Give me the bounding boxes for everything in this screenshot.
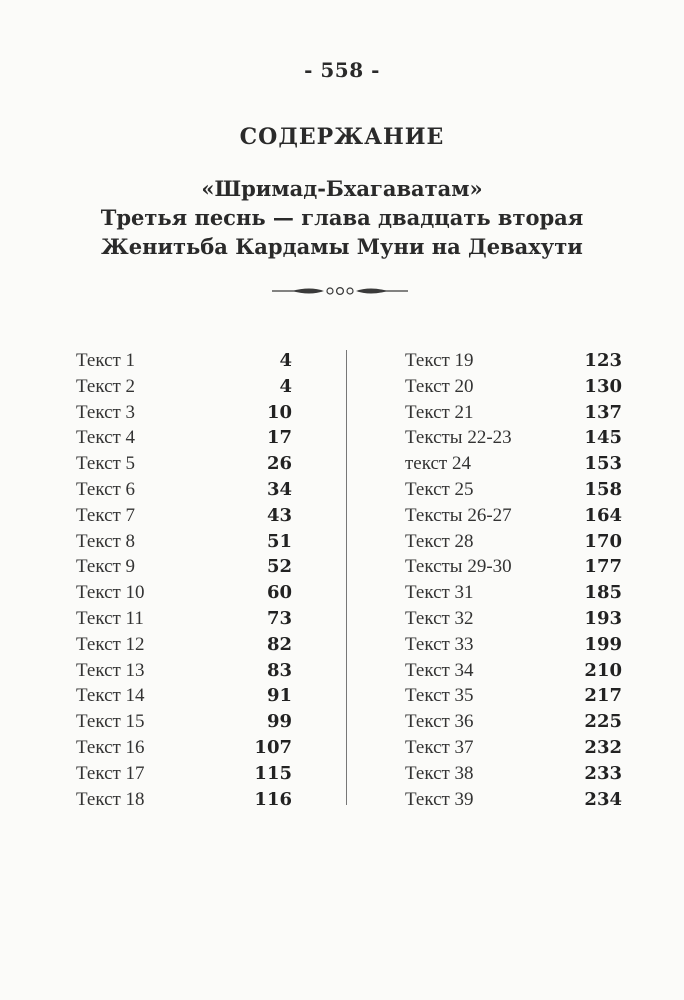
- toc-entry-label: Тексты 22-23: [405, 427, 512, 449]
- toc-entry-page: 199: [584, 633, 622, 655]
- toc-entry: [76, 554, 292, 580]
- toc-entry-label: Текст 12: [76, 633, 145, 655]
- toc-entry: [405, 348, 622, 374]
- toc-entry-page: 225: [584, 711, 622, 733]
- toc-entry-label: Текст 33: [405, 633, 474, 655]
- toc-entry: [76, 348, 292, 374]
- toc-entry-page: 43: [266, 504, 292, 526]
- toc-entry-label: Текст 6: [76, 478, 136, 500]
- toc-entry-page: 4: [279, 375, 292, 397]
- toc-entry-label: Текст 38: [405, 762, 474, 784]
- toc-entry-page: 73: [266, 607, 292, 629]
- toc-entry: [76, 477, 292, 503]
- toc-entry: [405, 580, 622, 606]
- toc-entry-label: Текст 15: [76, 711, 145, 733]
- toc-entry-label: текст 24: [405, 453, 471, 475]
- column-divider: [346, 350, 347, 805]
- toc-entry: [76, 425, 292, 451]
- toc-entry-label: Текст 8: [76, 530, 136, 552]
- toc-entry-label: Текст 13: [76, 659, 145, 681]
- toc-entry-page: 99: [266, 711, 292, 733]
- toc-entry-page: 60: [266, 582, 292, 604]
- toc-entry: [405, 425, 622, 451]
- toc-entry-label: Текст 31: [405, 582, 474, 604]
- toc-entry: [76, 529, 292, 555]
- toc-entry-page: 123: [584, 350, 622, 371]
- toc-entry-label: Текст 2: [76, 375, 136, 397]
- toc-entry-page: 234: [584, 788, 622, 810]
- toc-entry: [76, 632, 292, 658]
- toc-entry-page: 52: [266, 556, 292, 578]
- toc-entry-page: 17: [266, 427, 292, 449]
- toc-entry-label: Текст 11: [76, 607, 144, 629]
- toc-entry-page: 145: [584, 427, 622, 449]
- toc-entry-label: Текст 37: [405, 736, 474, 758]
- chapter-subtitle: Женитьба Кардамы Муни на Девахути: [101, 234, 583, 259]
- toc-entry: [405, 683, 622, 709]
- toc-entry-label: Текст 21: [405, 401, 474, 423]
- toc-entry-label: Текст 1: [76, 350, 136, 371]
- toc-entry: [76, 787, 292, 813]
- toc-entry-label: Текст 17: [76, 762, 145, 784]
- toc-entry-page: 10: [266, 401, 292, 423]
- toc-entry: [405, 632, 622, 658]
- toc-entry: [76, 761, 292, 787]
- toc-entry-label: Текст 5: [76, 453, 136, 475]
- toc-entry: [405, 554, 622, 580]
- toc-entry-page: 82: [266, 633, 292, 655]
- toc-entry-label: Текст 7: [76, 504, 136, 526]
- toc-entry-label: Текст 25: [405, 478, 474, 500]
- toc-entry-page: 137: [584, 401, 622, 423]
- toc-entry-label: Текст 19: [405, 350, 474, 371]
- toc-entry: [76, 503, 292, 529]
- toc-entry: [405, 529, 622, 555]
- toc-entry-label: Текст 20: [405, 375, 474, 397]
- toc-entry: [405, 761, 622, 787]
- toc-entry-page: 26: [266, 453, 292, 475]
- toc-entry: [76, 580, 292, 606]
- toc-entry: [405, 735, 622, 761]
- toc-entry-page: 185: [584, 582, 622, 604]
- toc-entry-page: 83: [266, 659, 292, 681]
- toc-entry-label: Текст 35: [405, 685, 474, 707]
- toc-entry-label: Текст 10: [76, 582, 145, 604]
- toc-entry: [76, 658, 292, 684]
- toc-entry-page: 4: [279, 350, 292, 371]
- toc-entry-page: 153: [584, 453, 622, 475]
- toc-entry-page: 233: [584, 762, 622, 784]
- toc-entry: [76, 374, 292, 400]
- toc-entry-label: Текст 16: [76, 736, 145, 758]
- toc-entry: [76, 683, 292, 709]
- toc-entry-label: Тексты 26-27: [405, 504, 512, 526]
- toc-entry-label: Текст 18: [76, 788, 145, 810]
- toc-entry-label: Тексты 29-30: [405, 556, 512, 578]
- chapter-title: Третья песнь — глава двадцать вторая: [100, 205, 584, 230]
- toc-entry-page: 193: [584, 607, 622, 629]
- toc-entry-page: 130: [584, 375, 622, 397]
- toc-entry-page: 158: [584, 478, 622, 500]
- toc-entry-label: Текст 14: [76, 685, 145, 707]
- toc-entry-page: 91: [266, 685, 292, 707]
- toc-entry: [405, 374, 622, 400]
- book-title: «Шримад-Бхагаватам»: [201, 176, 483, 201]
- toc-entry-page: 116: [254, 788, 292, 810]
- toc-entry-page: 51: [266, 530, 292, 552]
- toc-entry: [405, 606, 622, 632]
- toc-entry-page: 34: [266, 478, 292, 500]
- toc-entry-label: Текст 39: [405, 788, 474, 810]
- toc-entry-page: 170: [584, 530, 622, 552]
- toc-entry-label: Текст 28: [405, 530, 474, 552]
- toc-entry: [76, 400, 292, 426]
- toc-entry-page: 177: [584, 556, 622, 578]
- toc-entry-page: 107: [254, 736, 292, 758]
- toc-entry-label: Текст 34: [405, 659, 474, 681]
- toc-entry: [76, 606, 292, 632]
- toc-entry: [76, 451, 292, 477]
- toc-entry-page: 164: [584, 504, 622, 526]
- toc-entry: [405, 658, 622, 684]
- toc-entry: [405, 451, 622, 477]
- page-number: - 558 -: [304, 58, 380, 82]
- toc-entry-page: 232: [584, 736, 622, 758]
- toc-entry-label: Текст 3: [76, 401, 136, 423]
- section-title: СОДЕРЖАНИЕ: [239, 124, 445, 150]
- toc-entry: [405, 709, 622, 735]
- toc-entry-label: Текст 9: [76, 556, 136, 578]
- toc-entry: [76, 709, 292, 735]
- toc-entry: [405, 400, 622, 426]
- toc-entry-label: Текст 36: [405, 711, 474, 733]
- toc-entry: [405, 503, 622, 529]
- toc-entry-page: 115: [254, 762, 292, 784]
- toc-entry: [405, 787, 622, 813]
- toc-entry-page: 217: [584, 685, 622, 707]
- toc-entry: [405, 477, 622, 503]
- toc-entry-label: Текст 32: [405, 607, 474, 629]
- toc-entry: [76, 735, 292, 761]
- toc-entry-label: Текст 4: [76, 427, 136, 449]
- toc-right-column: [405, 348, 622, 812]
- decorative-divider-icon: [272, 284, 408, 298]
- toc-entry-page: 210: [584, 659, 622, 681]
- toc-left-column: [76, 348, 292, 812]
